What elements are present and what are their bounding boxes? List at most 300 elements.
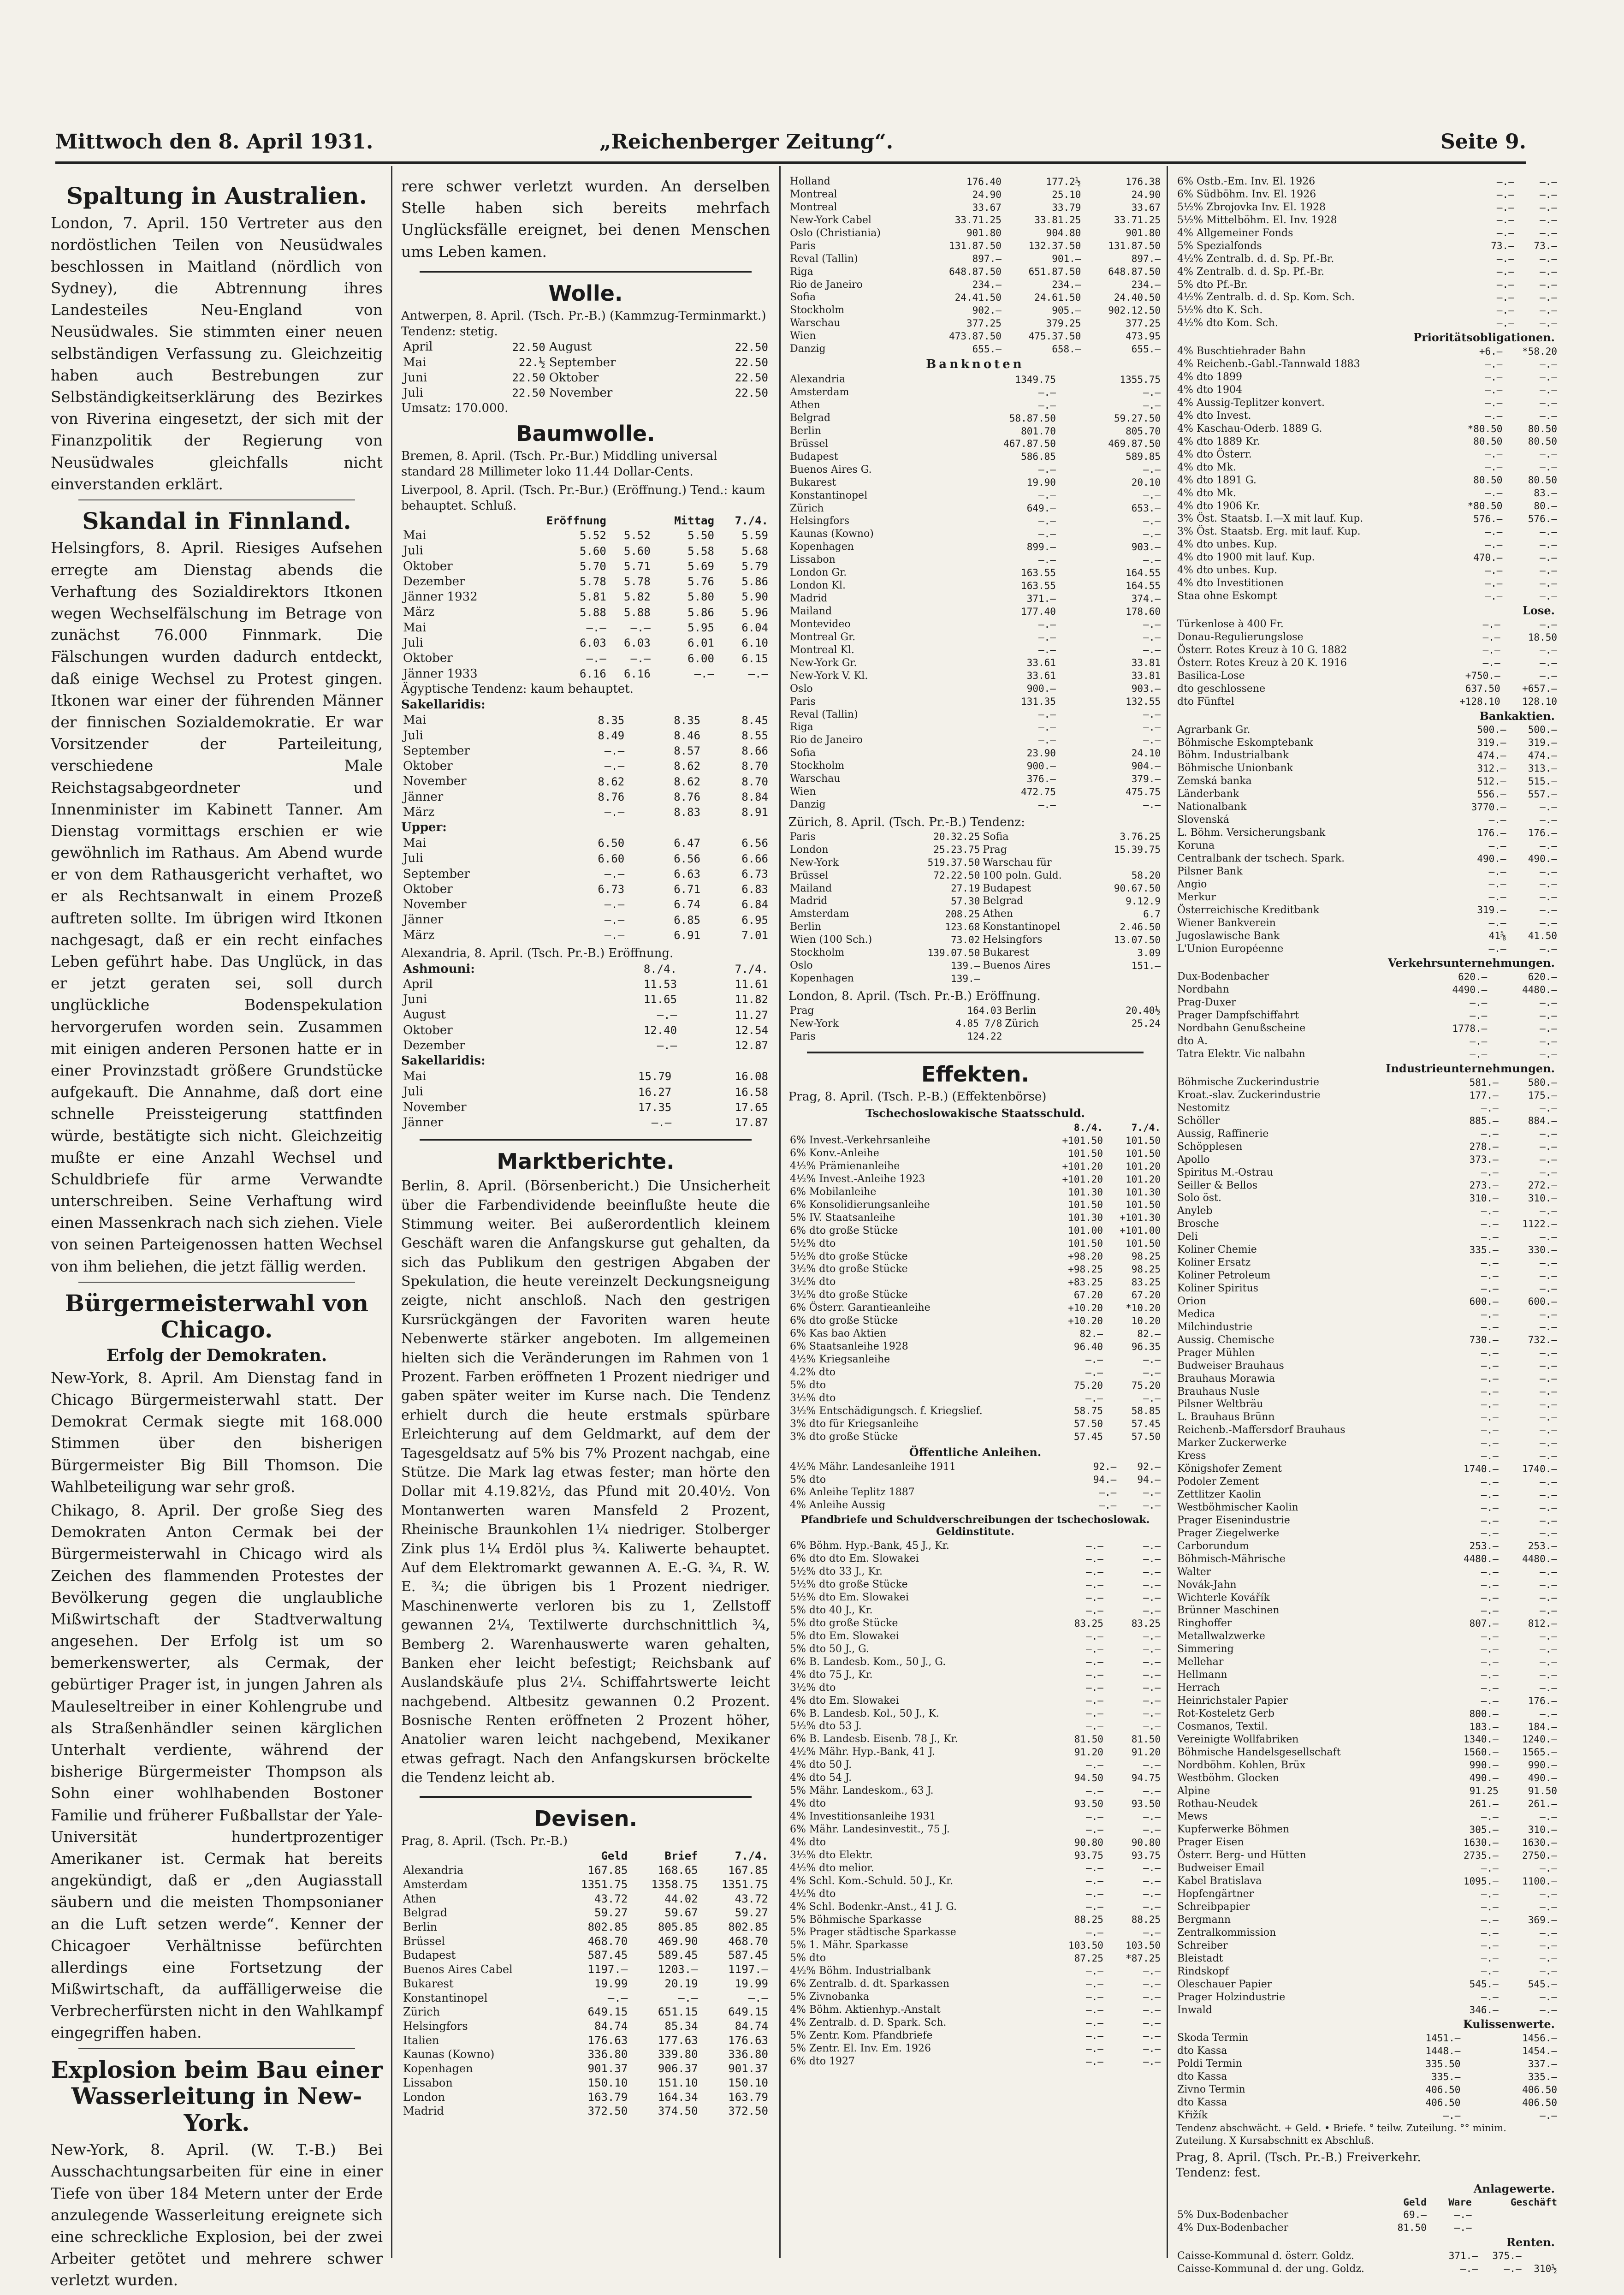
table-value: 150.10 bbox=[587, 2076, 628, 2089]
table-value: —.— bbox=[1540, 1992, 1557, 2003]
table-value: 490.— bbox=[1528, 853, 1557, 864]
table-value: —.— bbox=[1085, 1862, 1103, 1874]
table-value: —.— bbox=[604, 806, 625, 819]
table-value: 8.35 bbox=[598, 713, 625, 727]
table-value: —.— bbox=[1470, 1035, 1488, 1047]
table-label: 3½% Entschädigungsch. f. Kriegslief. bbox=[790, 1405, 983, 1417]
table-value: 22.50 bbox=[512, 371, 545, 385]
table-label: London Gr. bbox=[790, 567, 847, 579]
table-value: 475.37.50 bbox=[1028, 330, 1081, 342]
table-value: 1740.— bbox=[1463, 1463, 1499, 1475]
table-value: 11.27 bbox=[735, 1008, 768, 1022]
table-value: 101.50 bbox=[1068, 1148, 1103, 1159]
table-value: —.— bbox=[1085, 1566, 1103, 1577]
table-row bbox=[788, 1418, 1162, 1431]
table-label: Nordbahn Genußscheine bbox=[1177, 1023, 1306, 1035]
table-value: —.— bbox=[1143, 735, 1161, 746]
table-row bbox=[788, 1276, 1162, 1289]
table-value: 33.81 bbox=[1131, 670, 1161, 682]
table-value: 653.— bbox=[1131, 503, 1161, 514]
table-row bbox=[788, 1017, 1162, 1030]
anleihen-table bbox=[1176, 175, 1559, 330]
table-label: Nordböhm. Kohlen, Brüx bbox=[1177, 1759, 1306, 1771]
table-value: 12.87 bbox=[735, 1039, 768, 1052]
table-row bbox=[788, 541, 1162, 553]
table-value: 556.— bbox=[1477, 788, 1506, 800]
bank-label: Bankaktien. bbox=[1479, 709, 1555, 723]
table-value: —.— bbox=[1481, 1218, 1499, 1230]
table-label: Alpine bbox=[1177, 1785, 1210, 1797]
table-label: 4% Investitionsanleihe 1931 bbox=[790, 1811, 936, 1823]
table-value: —.— bbox=[1540, 917, 1557, 929]
table-value: 379.25 bbox=[1046, 317, 1081, 329]
table-label: 4½% Zentralb. d. d. Sp. Kom. Sch. bbox=[1177, 291, 1355, 303]
table-value: *58.20 bbox=[1522, 345, 1557, 357]
table-label: Österr. Rotes Kreuz à 20 K. 1916 bbox=[1177, 657, 1347, 669]
table-value: —.— bbox=[1481, 1862, 1499, 1874]
table-label: Schöller bbox=[1177, 1115, 1220, 1127]
table-value: —.— bbox=[1540, 1010, 1557, 1021]
table-label: Tatra Elektr. Vic nalbahn bbox=[1177, 1048, 1305, 1060]
table-label: 5½% dto große Stücke bbox=[790, 1579, 908, 1591]
table-value: 600.— bbox=[1469, 1296, 1499, 1307]
table-value: 379.— bbox=[1131, 773, 1161, 785]
table-value: 24.61.50 bbox=[1034, 292, 1081, 303]
table-value: 123.68 bbox=[945, 922, 980, 933]
table-row bbox=[1176, 2096, 1559, 2109]
table-value: 6.50 bbox=[598, 837, 625, 850]
table-label: Nestomitz bbox=[1177, 1102, 1230, 1114]
table-row bbox=[401, 2033, 770, 2048]
upper-table bbox=[401, 836, 770, 943]
table-value: 901.37 bbox=[728, 2062, 768, 2075]
table-value: 369.— bbox=[1528, 1914, 1557, 1926]
table-label: Brauhaus Nusle bbox=[1177, 1385, 1260, 1397]
table-value: 1560.— bbox=[1463, 1747, 1499, 1758]
table-value: 6.16 bbox=[624, 667, 651, 680]
table-value: 801.70 bbox=[1021, 425, 1056, 437]
market-dateline: Bremen, 8. April. (Tsch. Pr.-Bur.) Middling universal standard 28 Millimeter loko 11.44 Dollar-Cents. bbox=[401, 449, 717, 479]
table-value: 25.24 bbox=[1131, 1018, 1161, 1029]
table-value: 805.70 bbox=[1126, 425, 1161, 437]
article-body: Chikago, 8. April. Der große Sieg des Demokraten Anton Cermak bei der Bürgermeisterwahl in Chicago wird als Zeichen des flammenden Protestes der Bevölkerung gegen die unglaubliche Mißwirtschaft der Stadtverwaltung angesehen. Der Erfolg ist um so bemerkenswerter, als Cermak, der gebürtiger Prager ist, in jungen Jahren als Mauleseltreiber in einer Kohlengrube und als Straßenhändler seinen kärglichen Unterhalt verdiente, während der bisherige Bürgermeister Thompson als Sohn einer wohlhabenden Bostoner Familie und früherer Fußballstar der Yale-Universität hundertprozentiger Amerikaner ist. Cermak hat bereits angekündigt, daß er „den Augiasstall säubern und die meisten Thompsonianer an die Luft setzen werde“. Kenner der Chicagoer Verhältnisse befürchten allerdings eine Fortsetzung der Mißwirtschaft, da auffälligerweise die Verbrecherfürsten nicht in den Wahlkampf eingegriffen haben. bbox=[51, 1501, 383, 2042]
table-value: 22.50 bbox=[735, 340, 768, 354]
table-label: 3% Öst. Staatsb. Erg. mit lauf. Kup. bbox=[1177, 526, 1361, 538]
table-row bbox=[788, 214, 1162, 227]
table-value: 8.49 bbox=[598, 729, 625, 742]
table-value: —.— bbox=[1485, 397, 1503, 409]
table-row bbox=[401, 836, 770, 851]
table-value: 900.— bbox=[1026, 760, 1056, 772]
table-row bbox=[1176, 878, 1559, 891]
table-value: —.— bbox=[1540, 189, 1557, 200]
table-label: Oleschauer Papier bbox=[1177, 1978, 1272, 1990]
table-value: 5.95 bbox=[688, 621, 714, 634]
table-value: 164.55 bbox=[1126, 580, 1161, 591]
table-value: 897.— bbox=[972, 253, 1002, 265]
table-value: 8.62 bbox=[598, 775, 625, 788]
table-row bbox=[401, 1948, 770, 1962]
table-row bbox=[788, 2055, 1162, 2068]
table-label: 6% Anleihe Teplitz 1887 bbox=[790, 1486, 915, 1498]
table-value: —.— bbox=[1540, 1206, 1557, 1217]
table-value: —.— bbox=[1540, 1502, 1557, 1513]
table-row bbox=[1176, 2209, 1559, 2222]
table-value: —.— bbox=[1481, 1257, 1499, 1268]
table-value: 93.75 bbox=[1074, 1849, 1103, 1861]
table-label: Jugoslawische Bank bbox=[1177, 930, 1280, 942]
table-value: 1351.75 bbox=[721, 1878, 768, 1891]
table-value: 4480.— bbox=[1522, 984, 1557, 996]
table-row bbox=[788, 882, 1162, 895]
table-value: —.— bbox=[1085, 1875, 1103, 1887]
table-value: —.— bbox=[1540, 1579, 1557, 1591]
table-label: 4½% dto bbox=[790, 1888, 836, 1900]
table-value: —.— bbox=[1099, 1500, 1117, 1511]
table-row bbox=[788, 1784, 1162, 1797]
table-label: Madrid bbox=[403, 2105, 444, 2118]
table-row bbox=[1176, 304, 1559, 317]
table-value: —.— bbox=[1540, 1424, 1557, 1436]
table-value: 5.86 bbox=[688, 606, 714, 619]
table-value: 651.15 bbox=[658, 2005, 698, 2019]
table-row bbox=[401, 1991, 770, 2005]
table-row bbox=[1176, 1669, 1559, 1682]
table-value bbox=[1473, 2222, 1559, 2235]
table-value: —.— bbox=[1460, 2263, 1478, 2275]
table-value: 93.75 bbox=[1131, 1849, 1161, 1861]
table-row bbox=[401, 2005, 770, 2019]
table-value: —.— bbox=[1085, 1708, 1103, 1719]
table-row bbox=[788, 1965, 1162, 1978]
table-value: —.— bbox=[1540, 1901, 1557, 1913]
table-value: 178.60 bbox=[1126, 606, 1161, 617]
table-value: 101.30 bbox=[1068, 1186, 1103, 1198]
table-row bbox=[1176, 461, 1559, 474]
table-row bbox=[401, 574, 770, 589]
table-value: 33.67 bbox=[972, 202, 1002, 213]
table-row bbox=[788, 1474, 1162, 1486]
table-row bbox=[1176, 1373, 1559, 1385]
table-row bbox=[1176, 1360, 1559, 1373]
market-dateline: Prag, 8. April. (Tsch. Pr.-B.) bbox=[401, 1834, 568, 1848]
table-value: —.— bbox=[1496, 305, 1514, 316]
table-value: 1349.75 bbox=[1015, 374, 1056, 385]
table-label: dto A. bbox=[1177, 1035, 1208, 1047]
divider bbox=[78, 2048, 355, 2049]
table-value: 33.81 bbox=[1131, 657, 1161, 669]
table-row bbox=[1176, 2083, 1559, 2096]
table-label: Caisse-Kommunal d. der ung. Goldz. bbox=[1177, 2263, 1364, 2275]
table-row bbox=[1176, 1527, 1559, 1540]
table-row bbox=[788, 1263, 1162, 1276]
table-label: Italien bbox=[403, 2033, 439, 2047]
table-row bbox=[1176, 1463, 1559, 1475]
table-value: 589.85 bbox=[1126, 451, 1161, 463]
table-row bbox=[1176, 317, 1559, 330]
table-value: —.— bbox=[1470, 1010, 1488, 1021]
table-value: 11.82 bbox=[735, 993, 768, 1006]
table-label: Alexandria bbox=[403, 1864, 464, 1877]
table-value: —.— bbox=[1540, 1270, 1557, 1281]
table-row bbox=[401, 589, 770, 605]
table-value: 812.— bbox=[1528, 1618, 1557, 1629]
table-row bbox=[1176, 1939, 1559, 1952]
table-label: Länderbank bbox=[1177, 788, 1239, 800]
table-value: 472.75 bbox=[1021, 786, 1056, 797]
table-label: Mai bbox=[403, 836, 427, 850]
table-value: —.— bbox=[1085, 1605, 1103, 1616]
article-headline: Spaltung in Australien. bbox=[66, 182, 367, 209]
table-value: —.— bbox=[1540, 1669, 1557, 1681]
column-1 bbox=[51, 175, 383, 2289]
table-value: 637.50 bbox=[1465, 683, 1500, 695]
table-value: —.— bbox=[1481, 1399, 1499, 1410]
table-label: Oslo bbox=[790, 683, 813, 695]
table-value: 6.74 bbox=[674, 898, 701, 911]
table-label: Türkenlose à 400 Fr. bbox=[1177, 618, 1284, 630]
table-value: 18.50 bbox=[1528, 631, 1557, 643]
table-value: 75.20 bbox=[1073, 1379, 1103, 1391]
table-value: 80.50 bbox=[1528, 475, 1557, 486]
table-label: 5½% dto große Stücke bbox=[790, 1250, 908, 1262]
table-value: —.— bbox=[1540, 1360, 1557, 1372]
table-row bbox=[401, 851, 770, 866]
table-value: 377.25 bbox=[1126, 317, 1161, 329]
market-dateline: Antwerpen, 8. April. (Tsch. Pr.-B.) (Kammzug-Terminmarkt.) Tendenz: stetig. bbox=[401, 309, 766, 339]
table-value: +10.20 bbox=[1068, 1302, 1103, 1314]
table-value: 234.— bbox=[1052, 279, 1081, 291]
table-value: 82.— bbox=[1137, 1328, 1161, 1339]
table-row bbox=[1176, 1772, 1559, 1785]
table-label: 6% Mobilanleihe bbox=[790, 1186, 877, 1198]
table-value: 33.71.25 bbox=[954, 214, 1002, 226]
table-value: 8.76 bbox=[674, 790, 701, 803]
devisen-continued-table bbox=[788, 175, 1162, 356]
table-row bbox=[1176, 2109, 1559, 2122]
liverpool-table bbox=[401, 514, 770, 681]
table-value: 5.59 bbox=[741, 529, 768, 542]
table-row bbox=[788, 1617, 1162, 1630]
table-row bbox=[788, 856, 1162, 869]
table-label: Prager Holzindustrie bbox=[1177, 1991, 1286, 2003]
table-value: —.— bbox=[1481, 1953, 1499, 1964]
table-row bbox=[788, 188, 1162, 201]
table-value: 183.— bbox=[1469, 1721, 1499, 1732]
table-row bbox=[1176, 1102, 1559, 1115]
table-row bbox=[1176, 253, 1559, 266]
table-label: Kopenhagen bbox=[403, 2062, 473, 2075]
table-value: —.— bbox=[1481, 1992, 1499, 2003]
table-row bbox=[1176, 345, 1559, 358]
table-value: —.— bbox=[1481, 1231, 1499, 1243]
table-label: London Kl. bbox=[790, 580, 846, 592]
table-value: —.— bbox=[1540, 1592, 1557, 1604]
table-value: 371.— bbox=[1026, 593, 1056, 604]
table-value: —.— bbox=[1540, 577, 1557, 589]
col-header bbox=[401, 1849, 559, 1863]
table-label: Österr. Berg- und Hütten bbox=[1177, 1849, 1306, 1861]
ashmouni-label: Ashmouni: bbox=[403, 962, 475, 976]
table-row bbox=[1176, 422, 1559, 435]
table-value: 305.— bbox=[1469, 1824, 1499, 1836]
table-value: 1351.75 bbox=[581, 1878, 628, 1891]
table-label: Konstantinopel bbox=[790, 489, 868, 501]
table-value: 91.20 bbox=[1074, 1747, 1103, 1758]
table-value: —.— bbox=[1143, 490, 1161, 501]
table-value: 24.10 bbox=[1131, 747, 1161, 759]
table-value: —.— bbox=[1085, 1682, 1103, 1694]
table-value: 902.12.50 bbox=[1108, 305, 1161, 316]
table-row bbox=[1176, 930, 1559, 943]
table-row bbox=[1176, 1166, 1559, 1179]
table-label: Berlin bbox=[403, 1920, 438, 1934]
table-value: 93.50 bbox=[1074, 1798, 1103, 1809]
table-row bbox=[1176, 1849, 1559, 1862]
table-label: Oktober bbox=[549, 370, 599, 385]
table-value: 8.46 bbox=[674, 729, 701, 742]
table-row bbox=[788, 721, 1162, 734]
table-value: —.— bbox=[1085, 1392, 1103, 1404]
table-value: 587.45 bbox=[728, 1949, 768, 1962]
table-row bbox=[788, 1797, 1162, 1810]
table-value: —.— bbox=[1085, 2043, 1103, 2054]
table-value: —.— bbox=[748, 667, 768, 680]
table-value: —.— bbox=[604, 913, 625, 927]
table-row bbox=[788, 240, 1162, 253]
table-row bbox=[401, 2019, 770, 2033]
table-row bbox=[788, 1939, 1162, 1952]
section-divider bbox=[807, 1052, 1144, 1053]
table-row bbox=[1176, 525, 1559, 538]
table-value: 101.50 bbox=[1126, 1238, 1161, 1249]
ashmouni-table bbox=[401, 962, 770, 1054]
verkehr-table bbox=[1176, 970, 1559, 1061]
table-value: —.— bbox=[1540, 462, 1557, 473]
table-value: —.— bbox=[1143, 709, 1161, 720]
table-row bbox=[401, 2047, 770, 2062]
table-value: —.— bbox=[1143, 1759, 1161, 1771]
table-value: —.— bbox=[604, 928, 625, 942]
table-value: —.— bbox=[1540, 943, 1557, 955]
table-label: 4% dto bbox=[790, 1798, 826, 1810]
table-row bbox=[1176, 448, 1559, 461]
table-row bbox=[788, 933, 1162, 946]
table-value: —.— bbox=[1540, 1966, 1557, 1977]
table-value: 6.60 bbox=[598, 852, 625, 865]
table-label: Oktober bbox=[403, 759, 453, 773]
table-row bbox=[401, 774, 770, 789]
table-value: 90.67.50 bbox=[1114, 883, 1161, 894]
table-value: —.— bbox=[1085, 1695, 1103, 1706]
table-label: Dezember bbox=[403, 574, 465, 589]
table-value: —.— bbox=[1540, 814, 1557, 826]
table-row bbox=[788, 1823, 1162, 1836]
verkehr-label: Verkehrsunternehmungen. bbox=[1387, 956, 1555, 970]
table-value: 374.— bbox=[1131, 593, 1161, 604]
table-label: Donau-Regulierungslose bbox=[1177, 631, 1304, 643]
table-label: 4% dto unbes. Kup. bbox=[1177, 539, 1277, 551]
table-row bbox=[788, 631, 1162, 644]
article-headline: Skandal in Finnland. bbox=[82, 507, 351, 535]
table-row bbox=[788, 451, 1162, 464]
table-value: —.— bbox=[1143, 631, 1161, 643]
table-value: 319.— bbox=[1477, 737, 1506, 749]
table-label: dto Kassa bbox=[1177, 2071, 1227, 2083]
table-value: —.— bbox=[1540, 1953, 1557, 1964]
table-value: +83.25 bbox=[1068, 1277, 1103, 1288]
table-value: —.— bbox=[1540, 279, 1557, 291]
table-label: Bukarest bbox=[790, 476, 836, 488]
table-row bbox=[401, 728, 770, 743]
sakellaridis-table bbox=[401, 713, 770, 820]
table-value: 1778.— bbox=[1452, 1023, 1488, 1034]
table-value: —.— bbox=[1143, 386, 1161, 398]
table-label: Mellehar bbox=[1177, 1656, 1224, 1668]
table-row bbox=[788, 618, 1162, 631]
table-label: März bbox=[403, 928, 435, 942]
table-row bbox=[1176, 564, 1559, 577]
table-label: Westböhmischer Kaolin bbox=[1177, 1501, 1298, 1513]
table-row bbox=[1176, 839, 1559, 852]
table-value: 91.25 bbox=[1469, 1785, 1499, 1797]
table-label: Jänner bbox=[403, 1115, 444, 1130]
table-value: 468.70 bbox=[587, 1934, 628, 1948]
table-row bbox=[401, 2062, 770, 2076]
table-value: —.— bbox=[1481, 1605, 1499, 1617]
table-value: 6.83 bbox=[741, 883, 768, 896]
table-label: Prager Dampfschiffahrt bbox=[1177, 1010, 1299, 1022]
table-row bbox=[788, 1160, 1162, 1173]
table-label: 4% dto 1900 mit lauf. Kup. bbox=[1177, 552, 1315, 564]
table-row bbox=[401, 882, 770, 897]
table-value: 589.45 bbox=[658, 1949, 698, 1962]
table-value: 176.38 bbox=[1126, 176, 1161, 187]
table-label: Helsingfors bbox=[983, 934, 1043, 946]
table-value: —.— bbox=[1540, 892, 1557, 903]
table-value: 470.— bbox=[1473, 552, 1503, 563]
table-label: Mews bbox=[1177, 1811, 1208, 1823]
table-label: Juli bbox=[403, 544, 423, 558]
table-label: 6% dto dto Em. Slowakei bbox=[790, 1553, 919, 1565]
table-row bbox=[788, 785, 1162, 798]
table-label: 4% Zentralb. d. d. Sp. Pf.-Br. bbox=[1177, 266, 1325, 278]
table-row bbox=[788, 175, 1162, 188]
table-label: Milchindustrie bbox=[1177, 1321, 1253, 1333]
table-row bbox=[788, 1147, 1162, 1160]
banknoten-table bbox=[788, 373, 1162, 811]
table-value: —.— bbox=[1540, 801, 1557, 813]
table-value: —.— bbox=[1085, 1759, 1103, 1771]
table-label: Brünner Maschinen bbox=[1177, 1605, 1280, 1617]
table-label: New-York V. Kl. bbox=[790, 670, 868, 682]
table-label: 4% dto Invest. bbox=[1177, 410, 1251, 422]
table-value: 16.08 bbox=[735, 1070, 768, 1083]
table-value: 655.— bbox=[972, 343, 1002, 355]
table-value: —.— bbox=[1481, 1592, 1499, 1604]
table-label: 6% Invest.-Verkehrsanleihe bbox=[790, 1135, 931, 1147]
table-label: Böhmische Handelsgesellschaft bbox=[1177, 1746, 1341, 1758]
table-value: 6.00 bbox=[688, 652, 714, 665]
table-label: Seiller & Bellos bbox=[1177, 1179, 1258, 1191]
table-value: 5.80 bbox=[688, 590, 714, 604]
table-row bbox=[1176, 618, 1559, 631]
section-title-devisen: Devisen. bbox=[534, 1806, 637, 1831]
table-row bbox=[401, 1892, 770, 1906]
table-label: 6% Böhm. Hyp.-Bank, 45 J., Kr. bbox=[790, 1540, 949, 1552]
table-label: 6% Mähr. Landesinvestit., 75 J. bbox=[790, 1823, 950, 1835]
table-label: November bbox=[403, 898, 467, 912]
